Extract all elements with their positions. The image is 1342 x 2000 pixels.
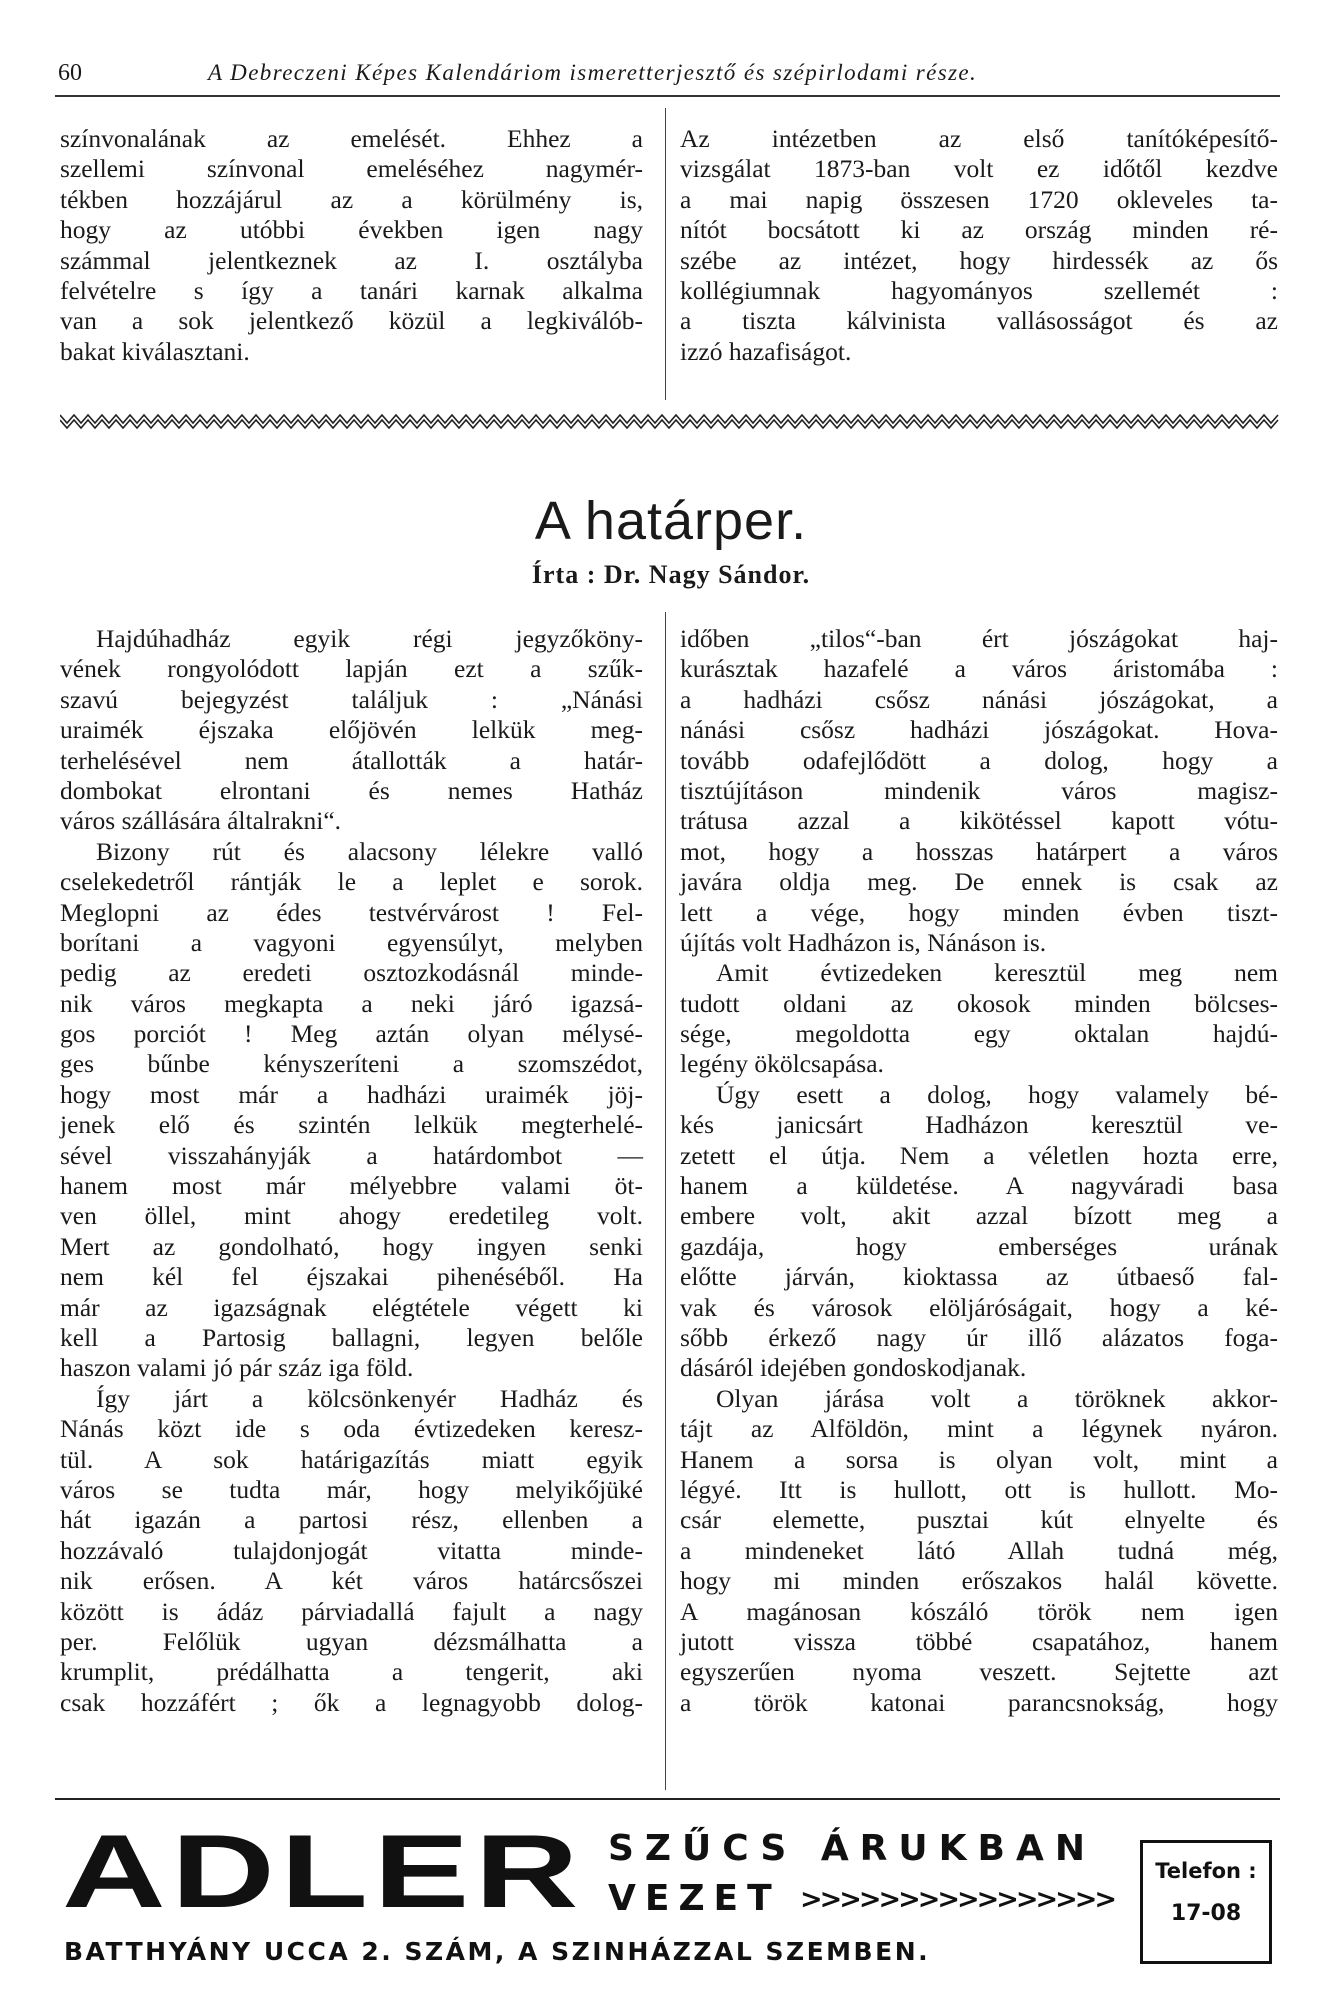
text-line: kés janicsárt Hadházon keresztül ve- xyxy=(680,1110,1278,1140)
text-line: bakat kiválasztani. xyxy=(60,336,250,366)
text-line: per. Felőlük ugyan dézsmálhatta a xyxy=(60,1626,643,1656)
text-line: gazdája, hogy emberséges urának xyxy=(680,1231,1278,1261)
text-line: Hanem a sorsa is olyan volt, mint a xyxy=(680,1444,1278,1474)
text-line: hozzávaló tulajdonjogát vitatta minde- xyxy=(60,1535,643,1565)
text-line: szavú bejegyzést találjuk : „Nánási xyxy=(60,684,643,714)
text-line: időben „tilos“-ban ért jószágokat haj- xyxy=(680,624,1278,653)
zigzag-ornament xyxy=(60,412,1280,430)
text-line: a hadházi csősz nánási jószágokat, a xyxy=(680,684,1278,714)
article-left-column xyxy=(60,624,643,1718)
text-line: Így járt a kölcsönkenyér Hadház és xyxy=(96,1383,643,1413)
text-line: kurásztak hazafelé a város áristomába : xyxy=(680,654,1278,684)
text-line: zetett el útja. Nem a véletlen hozta erre, xyxy=(680,1140,1278,1170)
ad-arrow-ornament: >>>>>>>>>>>>>>>> xyxy=(800,1884,1114,1915)
text-line: a török katonai parancsnokság, hogy xyxy=(680,1687,1278,1717)
text-line: sége, megoldotta egy oktalan hajdú- xyxy=(680,1019,1278,1049)
text-line: szellemi színvonal emeléséhez nagymér- xyxy=(60,154,643,184)
text-line: hogy az utóbbi években igen nagy xyxy=(60,215,643,245)
text-line: számmal jelentkeznek az I. osztályba xyxy=(60,245,643,275)
text-line: javára oldja meg. De ennek is csak az xyxy=(680,867,1278,897)
text-line: Az intézetben az első tanítóképesítő- xyxy=(680,124,1278,153)
text-line: A magánosan kószáló török nem igen xyxy=(680,1596,1278,1626)
text-line: ges bűnbe kényszeríteni a szomszédot, xyxy=(60,1049,643,1079)
page-number: 60 xyxy=(58,60,82,86)
header-rule xyxy=(55,95,1280,97)
text-line: a mindeneket látó Allah tudná még, xyxy=(680,1535,1278,1565)
text-line: felvételre s így a tanári karnak alkalma xyxy=(60,275,643,305)
text-line: Hajdúhadház egyik régi jegyzőköny- xyxy=(96,624,643,653)
top-left-column xyxy=(60,124,643,367)
text-line: Amit évtizedeken keresztül meg nem xyxy=(716,958,1278,988)
text-line: krumplit, prédálhatta a tengerit, aki xyxy=(60,1657,643,1687)
text-line: borítani a vagyoni egyensúlyt, melyben xyxy=(60,927,643,957)
text-line: szébe az intézet, hogy hirdessék az ős xyxy=(680,245,1278,275)
text-line: ven öllel, mint ahogy eredetileg volt. xyxy=(60,1201,643,1231)
ad-phone-label: Telefon : xyxy=(1155,1859,1257,1883)
text-line: nem kél fel éjszakai pihenéséből. Ha xyxy=(60,1262,643,1292)
text-line: jutott vissza többé csapatához, hanem xyxy=(680,1626,1278,1656)
article-right-column xyxy=(680,624,1278,1718)
text-line: cselekedetről rántják le a leplet e sorok. xyxy=(60,867,643,897)
text-line: sőbb érkező nagy úr illő alázatos foga- xyxy=(680,1322,1278,1352)
text-line: város szállására általrakni“. xyxy=(60,806,342,836)
text-line: jenek elő és szintén lelkük megterhelé- xyxy=(60,1110,643,1140)
text-line: csak hozzáfért ; ők a legnagyobb dolog- xyxy=(60,1687,643,1717)
text-line: mot, hogy a hosszas határpert a város xyxy=(680,836,1278,866)
text-line: tékben hozzájárul az a körülmény is, xyxy=(60,184,643,214)
ad-tagline: SZŰCS ÁRUKBAN xyxy=(608,1828,1096,1869)
text-line: Olyan járása volt a töröknek akkor- xyxy=(716,1383,1278,1413)
text-line: nik erősen. A két város határcsőszei xyxy=(60,1566,643,1596)
text-line: tudott oldani az okosok minden bölcses- xyxy=(680,988,1278,1018)
column-divider xyxy=(665,108,666,400)
text-line: gos porciót ! Meg aztán olyan mélysé- xyxy=(60,1019,643,1049)
text-line: előtte járván, kioktassa az útbaeső fal- xyxy=(680,1262,1278,1292)
text-line: vizsgálat 1873-ban volt ez időtől kezdve xyxy=(680,154,1278,184)
text-line: pedig az eredeti osztozkodásnál minde- xyxy=(60,958,643,988)
text-line: haszon valami jó pár száz iga föld. xyxy=(60,1353,414,1383)
text-line: trátusa azzal a kikötéssel kapott vótu- xyxy=(680,806,1278,836)
text-line: csár elemette, pusztai kút elnyelte és xyxy=(680,1505,1278,1535)
text-line: között is ádáz párviadallá fajult a nagy xyxy=(60,1596,643,1626)
article-byline: Írta : Dr. Nagy Sándor. xyxy=(531,560,811,589)
text-line: sével visszahányják a határdombot — xyxy=(60,1140,643,1170)
text-line: tisztújításon mindenik város magisz- xyxy=(680,775,1278,805)
running-title: A Debreczeni Képes Kalendáriom ismeretterjesztő és szépirlodami része. xyxy=(208,60,978,85)
text-line: izzó hazafiságot. xyxy=(680,336,852,366)
text-line: a tiszta kálvinista vallásosságot és az xyxy=(680,306,1278,336)
article-title: A határper. xyxy=(534,491,808,551)
ad-tagline-2: VEZET xyxy=(608,1878,781,1919)
text-line: tovább odafejlődött a dolog, hogy a xyxy=(680,745,1278,775)
ad-address: BATTHYÁNY UCCA 2. SZÁM, A SZINHÁZZAL SZEMBEN. xyxy=(64,1937,931,1966)
text-line: legény ökölcsapása. xyxy=(680,1049,884,1079)
text-line: tájt az Alföldön, mint a légynek nyáron. xyxy=(680,1414,1278,1444)
text-line: uraimék éjszaka előjövén lelkük meg- xyxy=(60,715,643,745)
top-right-column xyxy=(680,124,1278,367)
text-line: Úgy esett a dolog, hogy valamely bé- xyxy=(716,1079,1278,1109)
text-line: Mert az gondolható, hogy ingyen senki xyxy=(60,1231,643,1261)
text-line: nítót bocsátott ki az ország minden ré- xyxy=(680,215,1278,245)
text-line: hanem a küldetése. A nagyváradi basa xyxy=(680,1171,1278,1201)
ad-phone-box xyxy=(1140,1840,1272,1964)
text-line: légyé. Itt is hullott, ott is hullott. Mo- xyxy=(680,1474,1278,1504)
running-header xyxy=(58,60,1280,94)
text-line: terhelésével nem átallották a határ- xyxy=(60,745,643,775)
text-line: egyszerűen nyoma veszett. Sejtette azt xyxy=(680,1657,1278,1687)
text-line: hanem most már mélyebbre valami öt- xyxy=(60,1171,643,1201)
text-line: hogy mi minden erőszakos halál követte. xyxy=(680,1566,1278,1596)
ad-brand: ADLER xyxy=(62,1814,584,1930)
text-line: hát igazán a partosi rész, ellenben a xyxy=(60,1505,643,1535)
text-line: lett a vége, hogy minden évben tiszt- xyxy=(680,897,1278,927)
text-line: város se tudta már, hogy melyikőjüké xyxy=(60,1474,643,1504)
text-line: Bizony rút és alacsony lélekre valló xyxy=(96,836,643,866)
column-divider xyxy=(665,612,666,1790)
text-line: tül. A sok határigazítás miatt egyik xyxy=(60,1444,643,1474)
text-line: embere volt, akit azzal bízott meg a xyxy=(680,1201,1278,1231)
text-line: Nánás közt ide s oda évtizedeken keresz- xyxy=(60,1414,643,1444)
text-line: dombokat elrontani és nemes Hatház xyxy=(60,775,643,805)
ad-phone-number: 17-08 xyxy=(1170,1901,1242,1926)
text-line: színvonalának az emelését. Ehhez a xyxy=(60,124,643,153)
text-line: kell a Partosig ballagni, legyen belőle xyxy=(60,1322,643,1352)
text-line: vének rongyolódott lapján ezt a szűk- xyxy=(60,654,643,684)
text-line: hogy most már a hadházi uraimék jöj- xyxy=(60,1079,643,1109)
text-line: Meglopni az édes testvérvárost ! Fel- xyxy=(60,897,643,927)
text-line: dásáról idejében gondoskodjanak. xyxy=(680,1353,1027,1383)
text-line: már az igazságnak elégtétele végett ki xyxy=(60,1292,643,1322)
text-line: a mai napig összesen 1720 okleveles ta- xyxy=(680,184,1278,214)
text-line: újítás volt Hadházon is, Nánáson is. xyxy=(680,927,1047,957)
text-line: nik város megkapta a neki járó igazsá- xyxy=(60,988,643,1018)
text-line: nánási csősz hadházi jószágokat. Hova- xyxy=(680,715,1278,745)
text-line: kollégiumnak hagyományos szellemét : xyxy=(680,275,1278,305)
footer-rule xyxy=(55,1798,1280,1800)
text-line: vak és városok elöljáróságait, hogy a ké- xyxy=(680,1292,1278,1322)
text-line: van a sok jelentkező közül a legkiválób- xyxy=(60,306,643,336)
